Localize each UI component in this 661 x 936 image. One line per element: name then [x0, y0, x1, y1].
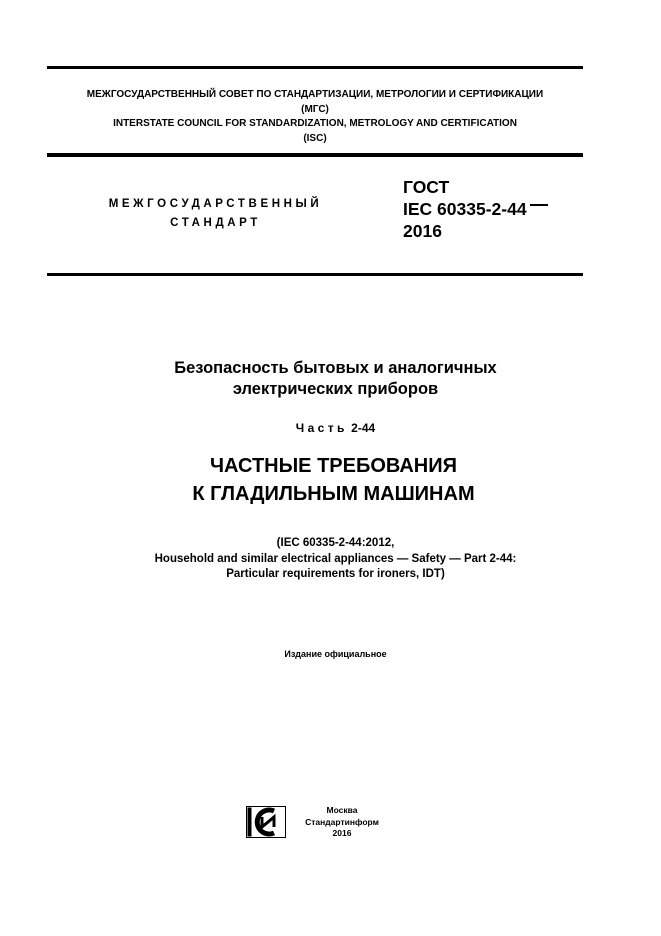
document-subtitle	[0, 452, 661, 508]
top-rule	[47, 66, 583, 69]
standard-number: IEC 60335-2-44	[403, 199, 527, 219]
publisher-city: Москва	[326, 805, 358, 815]
council-abbr-ru: (МГС)	[301, 103, 329, 115]
publisher-year: 2016	[332, 828, 352, 838]
edition-label: Издание официальное	[284, 649, 387, 659]
iec-reference-line2: Household and similar electrical appliances — Safety — Part 2-44:	[154, 552, 517, 565]
standartinform-logo-icon	[246, 806, 286, 838]
publisher-name: Стандартинформ	[305, 816, 379, 827]
standard-type-line1: МЕЖГОСУДАРСТВЕННЫЙ	[108, 198, 323, 210]
title-line1: Безопасность бытовых и аналогичных	[174, 359, 497, 377]
standard-type-line2: СТАНДАРТ	[170, 217, 261, 229]
standard-type	[78, 195, 353, 233]
document-title	[0, 358, 661, 400]
dash-mark	[530, 204, 548, 206]
title-line2: электрических приборов	[232, 380, 439, 398]
council-header	[47, 88, 583, 146]
council-name-ru: МЕЖГОСУДАРСТВЕННЫЙ СОВЕТ ПО СТАНДАРТИЗАЦИИ, МЕТРОЛОГИИ И СЕРТИФИКАЦИИ	[86, 89, 544, 100]
council-name-en: INTERSTATE COUNCIL FOR STANDARDIZATION, METROLOGY AND CERTIFICATION	[113, 118, 517, 130]
standard-number-row	[403, 198, 548, 220]
council-abbr-en: (ISC)	[303, 132, 327, 144]
subtitle-line1: ЧАСТНЫЕ ТРЕБОВАНИЯ	[210, 455, 457, 477]
standard-designation	[403, 176, 548, 242]
header-rule	[47, 153, 583, 157]
subtitle-line2: К ГЛАДИЛЬНЫМ МАШИНАМ	[192, 483, 475, 505]
designation-rule	[47, 273, 583, 276]
part-label: Часть	[295, 421, 348, 435]
iec-reference	[0, 536, 661, 583]
iec-reference-line1: (IEC 60335-2-44:2012,	[276, 537, 395, 549]
part-designation	[0, 421, 661, 435]
standard-year: 2016	[403, 221, 442, 241]
gost-label: ГОСТ	[403, 177, 450, 197]
iec-reference-line3: Particular requirements for ironers, IDT)	[226, 568, 445, 580]
part-number: 2-44	[351, 421, 376, 435]
publisher-block	[296, 805, 388, 840]
